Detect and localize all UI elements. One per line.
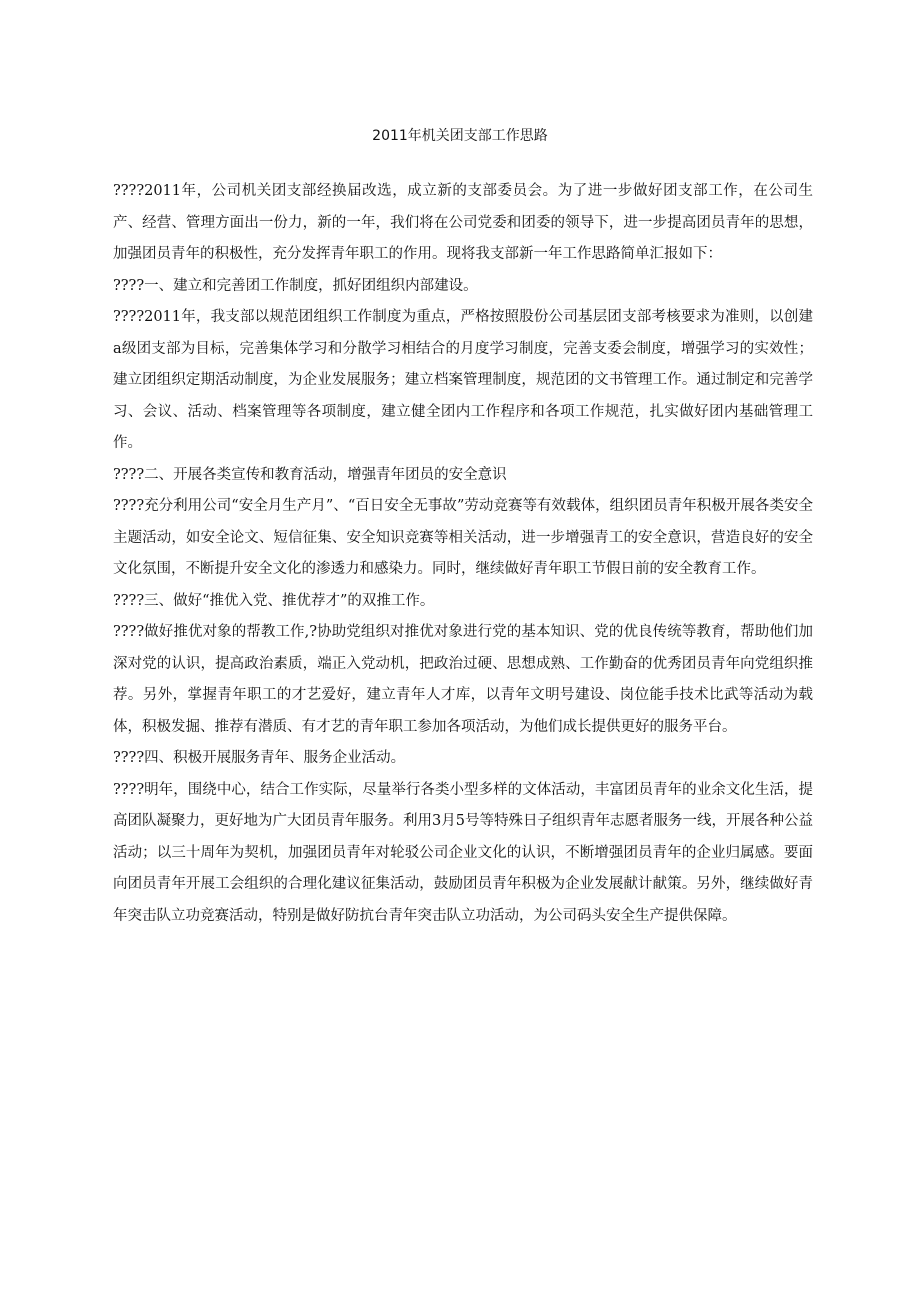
paragraph-section-3: ????做好推优对象的帮教工作,?协助党组织对推优对象进行党的基本知识、党的优良传统等教育，帮助他们加深对党的认识，提高政治素质，端正入党动机，把政治过硬、思想成熟、工作勤奋的优秀团员青年向党组织推荐。另外，掌握青年职工的才艺爱好，建立青年人才库，以青年文明号建设、岗位能手技术比武等活动为载体，积极发掘、推荐有潜质、有才艺的青年职工参加各项活动，为他们成长提供更好的服务平台。 — [113, 624, 813, 735]
paragraph-section-2: ????充分利用公司“安全月生产月”、“百日安全无事故”劳动竞赛等有效载体，组织团员青年积极开展各类安全主题活动，如安全论文、短信征集、安全知识竞赛等相关活动，进一步增强青工的安全意识，营造良好的安全文化氛围，不断提升安全文化的渗透力和感染力。同时，继续做好青年职工节假日前的安全教育工作。 — [113, 498, 813, 577]
paragraph-section-1: ????2011年，我支部以规范团组织工作制度为重点，严格按照股份公司基层团支部考核要求为准则，以创建a级团支部为目标，完善集体学习和分散学习相结合的月度学习制度，完善支委会制度，增强学习的实效性；建立团组织定期活动制度，为企业发展服务；建立档案管理制度，规范团的文书管理工作。通过制定和完善学习、会议、活动、档案管理等各项制度，建立健全团内工作程序和各项工作规范，扎实做好团内基础管理工作。 — [113, 309, 813, 451]
paragraph-section-4: ????明年，围绕中心，结合工作实际，尽量举行各类小型多样的文体活动，丰富团员青年的业余文化生活，提高团队凝聚力，更好地为广大团员青年服务。利用3月5号等特殊日子组织青年志愿者服务一线，开展各种公益活动；以三十周年为契机，加强团员青年对轮驳公司企业文化的认识，不断增强团员青年的企业归属感。要面向团员青年开展工会组织的合理化建议征集活动，鼓励团员青年积极为企业发展献计献策。另外，继续做好青年突击队立功竞赛活动，特别是做好防抗台青年突击队立功活动，为公司码头安全生产提供保障。 — [113, 781, 813, 924]
section-heading-4: ????四、积极开展服务青年、服务企业活动。 — [113, 750, 406, 766]
section-heading-3: ????三、做好“推优入党、推优荐才”的双推工作。 — [113, 592, 435, 609]
paragraph-intro: ????2011年，公司机关团支部经换届改选，成立新的支部委员会。为了进一步做好团支部工作，在公司生产、经营、管理方面出一份力，新的一年，我们将在公司党委和团委的领导下，进一步提高团员青年的思想，加强团员青年的积极性，充分发挥青年职工的作用。现将我支部新一年工作思路简单汇报如下： — [113, 183, 813, 262]
document-body — [113, 176, 813, 932]
section-heading-2: ????二、开展各类宣传和教育活动，增强青年团员的安全意识 — [113, 466, 507, 483]
document-title: 2011年机关团支部工作思路 — [372, 128, 548, 144]
section-heading-1: ????一、建立和完善团工作制度，抓好团组织内部建设。 — [113, 277, 478, 294]
